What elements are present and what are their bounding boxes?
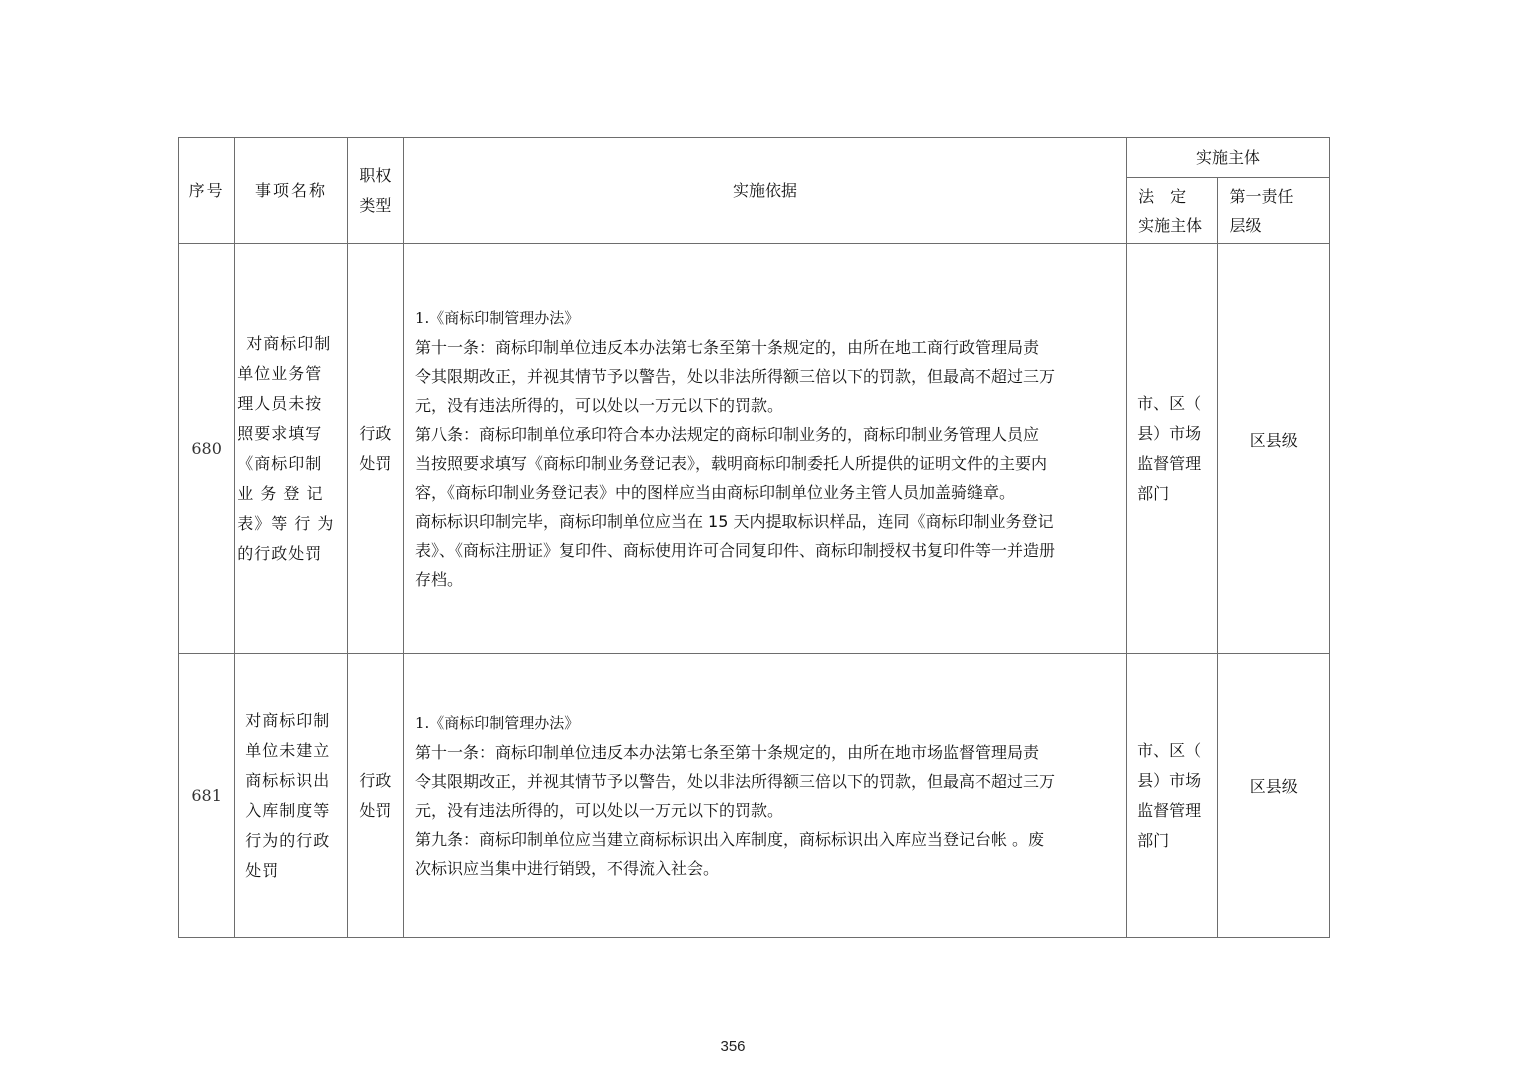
row-item-name	[235, 244, 347, 654]
basis-line: 令其限期改正，并视其情节予以警告，处以非法所得额三倍以下的罚款，但最高不超过三万	[414, 366, 1055, 386]
row-legal-subject	[1127, 244, 1218, 654]
name-line: 处罚	[245, 860, 280, 880]
name-line: 行为的行政	[245, 830, 331, 850]
row-seq: 680	[179, 244, 235, 654]
name-line: 对商标印制	[246, 333, 332, 353]
subject-line: 县）市场	[1137, 770, 1202, 790]
basis-line: 次标识应当集中进行销毁，不得流入社会。	[414, 858, 719, 878]
header-level-line2: 层级	[1229, 215, 1262, 235]
basis-line: 第八条：商标印制单位承印符合本办法规定的商标印制业务的，商标印制业务管理人员应	[414, 424, 1039, 444]
header-level	[1218, 178, 1330, 244]
subject-line: 监督管理	[1137, 453, 1202, 473]
page-number: 356	[720, 1038, 746, 1055]
row-level	[1218, 654, 1330, 938]
row-basis	[403, 654, 1126, 938]
basis-line: 元，没有违法所得的，可以处以一万元以下的罚款。	[414, 800, 783, 820]
row-item-name	[235, 654, 347, 938]
subject-line: 市、区（	[1137, 393, 1202, 413]
subject-line: 部门	[1137, 830, 1170, 850]
row-legal-subject	[1127, 654, 1218, 938]
header-type	[347, 138, 403, 244]
basis-line: 存档。	[414, 569, 463, 589]
header-name: 事项名称	[235, 138, 347, 244]
name-line: 单位业务管	[237, 363, 323, 383]
row-power-type	[347, 244, 403, 654]
basis-line: 第九条：商标印制单位应当建立商标标识出入库制度，商标标识出入库应当登记台帐 。废	[414, 829, 1045, 849]
header-legal-line2: 实施主体	[1138, 215, 1203, 235]
basis-line: 令其限期改正，并视其情节予以警告，处以非法所得额三倍以下的罚款，但最高不超过三万	[414, 771, 1055, 791]
level-text: 区县级	[1249, 431, 1298, 450]
table-row	[179, 244, 1330, 654]
header-row-1	[179, 138, 1330, 178]
basis-line: 第十一条：商标印制单位违反本办法第七条至第十条规定的，由所在地工商行政管理局责	[414, 337, 1039, 357]
name-line: 入库制度等	[245, 800, 331, 820]
name-line: 商标标识出	[245, 770, 331, 790]
type-line1: 行政	[359, 770, 392, 790]
basis-line: 1.《商标印制管理办法》	[414, 308, 580, 327]
name-line: 的行政处罚	[237, 543, 323, 563]
header-seq: 序号	[179, 138, 235, 244]
row-level	[1218, 244, 1330, 654]
basis-line: 第十一条：商标印制单位违反本办法第七条至第十条规定的，由所在地市场监督管理局责	[414, 742, 1039, 762]
name-line: 单位未建立	[245, 740, 331, 760]
header-legal-subject	[1127, 178, 1218, 244]
subject-line: 市、区（	[1137, 740, 1202, 760]
subject-line: 部门	[1137, 483, 1170, 503]
name-line: 表》等 行 为	[237, 513, 335, 533]
name-line: 《商标印制	[237, 453, 323, 473]
row-power-type	[347, 654, 403, 938]
header-type-line2: 类型	[359, 195, 392, 215]
basis-line: 容，《商标印制业务登记表》中的图样应当由商标印制单位业务主管人员加盖骑缝章。	[414, 482, 1015, 502]
basis-line: 表》、《商标注册证》复印件、商标使用许可合同复印件、商标印制授权书复印件等一并造册	[414, 540, 1055, 560]
row-basis	[403, 244, 1126, 654]
type-line2: 处罚	[359, 453, 392, 473]
type-line2: 处罚	[359, 800, 392, 820]
row-seq: 681	[179, 654, 235, 938]
basis-line: 商标标识印制完毕，商标印制单位应当在 15 天内提取标识样品，连同《商标印制业务登记	[414, 511, 1054, 531]
table-row	[179, 654, 1330, 938]
basis-line: 1.《商标印制管理办法》	[414, 713, 580, 732]
header-subject-group: 实施主体	[1127, 138, 1330, 178]
basis-line: 当按照要求填写《商标印制业务登记表》，载明商标印制委托人所提供的证明文件的主要内	[414, 453, 1047, 473]
name-line: 照要求填写	[237, 423, 323, 443]
name-line: 对商标印制	[245, 710, 331, 730]
subject-line: 监督管理	[1137, 800, 1202, 820]
header-legal-line1: 法 定	[1138, 186, 1187, 206]
type-line1: 行政	[359, 423, 392, 443]
name-line: 业 务 登 记	[237, 483, 324, 503]
header-type-line1: 职权	[359, 165, 392, 185]
level-text: 区县级	[1249, 777, 1298, 796]
basis-line: 元，没有违法所得的，可以处以一万元以下的罚款。	[414, 395, 783, 415]
header-basis: 实施依据	[403, 138, 1126, 244]
name-line: 理人员未按	[237, 393, 323, 413]
powers-table	[178, 137, 1330, 938]
subject-line: 县）市场	[1137, 423, 1202, 443]
header-level-line1: 第一责任	[1229, 186, 1294, 206]
